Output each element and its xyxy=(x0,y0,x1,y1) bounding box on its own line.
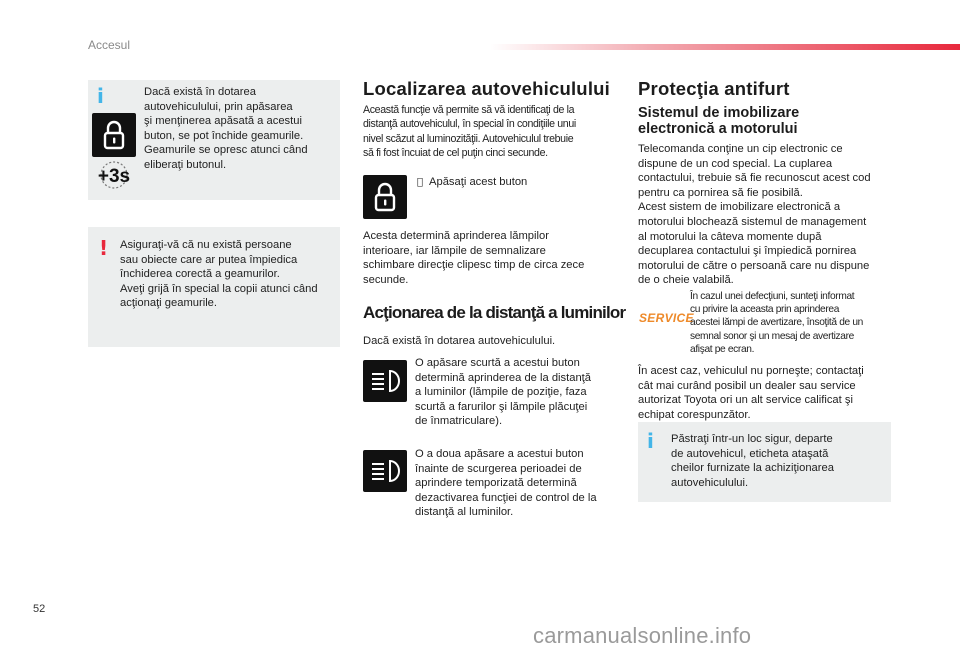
text-line: dezactivarea funcţiei de control de la xyxy=(415,491,597,504)
text-line: de înmatriculare). xyxy=(415,415,503,428)
text-line: să fi fost încuiat de cel puţin cinci secunde. xyxy=(363,146,548,159)
text-line: autorizat Toyota ori un alt service calificat şi xyxy=(638,394,853,407)
text-line: Acest sistem de imobilizare electronică a xyxy=(638,201,841,214)
section-heading-vehicle-locator: Localizarea autovehiculului xyxy=(363,78,610,99)
lock-button-icon xyxy=(92,113,136,157)
text-line: închiderea corectă a geamurilor. xyxy=(120,268,280,281)
text-line: buton, se pot închide geamurile. xyxy=(144,129,304,142)
warning-marker: ! xyxy=(99,236,109,260)
text-line: interioare, iar lămpile de semnalizare xyxy=(363,244,546,257)
text-line: nivel scăzut al luminozităţii. Autovehiculul trebuie xyxy=(363,132,574,145)
text-line: echipat corespunzător. xyxy=(638,408,751,421)
hold-3s-icon xyxy=(90,158,138,192)
lighting-button-icon xyxy=(363,360,407,402)
text-line: Asiguraţi-vă că nu există persoane xyxy=(120,239,292,251)
text-line: Acesta determină aprinderea lămpilor xyxy=(363,230,549,242)
text-line: contactului, trebuie să fie recunoscut acest cod xyxy=(638,172,871,185)
text-line: semnal sonor şi un mesaj de avertizare xyxy=(690,330,854,342)
text-line: secunde. xyxy=(363,273,409,286)
heading-line: electronică a motorului xyxy=(638,121,798,137)
text-line: cât mai curând posibil un dealer sau service xyxy=(638,379,856,392)
heading-line: Sistemul de imobilizare xyxy=(638,105,800,121)
lock-button-icon xyxy=(363,175,407,219)
text-line: Aveţi grijă în special la copii atunci când xyxy=(120,282,318,295)
locator-intro xyxy=(363,103,618,160)
text-line: În cazul unei defecţiuni, sunteţi informat xyxy=(690,291,855,302)
text-line: O apăsare scurtă a acestui buton xyxy=(415,357,580,369)
text-line: Telecomanda conţine un cip electronic ce xyxy=(638,143,843,155)
text-line: cu privire la aceasta prin aprinderea xyxy=(690,304,840,316)
text-line: motorului blochează sistemul de management xyxy=(638,215,867,228)
second-press-description xyxy=(415,447,620,520)
text-line: scurtă a farurilor şi lămpile plăcuţei xyxy=(415,400,588,413)
subsection-heading-immobiliser xyxy=(638,105,799,137)
step-text: Apăsaţi acest buton xyxy=(423,176,522,188)
text-line: distanţă al luminilor. xyxy=(415,506,514,519)
text-line: Geamurile se opresc atunci când xyxy=(144,144,308,157)
text-line: autovehiculului. xyxy=(671,476,749,489)
text-line: de o cheie valabilă. xyxy=(638,274,734,287)
text-line: aprindere temporizată determină xyxy=(415,477,577,490)
text-line: Dacă există în dotarea xyxy=(144,86,256,98)
watermark: carmanualsonline.info xyxy=(533,623,752,648)
text-line: afişat pe ecran. xyxy=(690,343,755,355)
text-line: Această funcţie vă permite să vă identificaţi de la xyxy=(363,104,575,116)
text-line: sau obiecte care ar putea împiedica xyxy=(120,253,298,266)
section-title: Accesul xyxy=(88,38,131,52)
header-accent-bar xyxy=(490,44,960,50)
immobiliser-description xyxy=(638,142,894,288)
info-marker: i xyxy=(647,429,654,453)
text-line: acţionaţi geamurile. xyxy=(120,297,218,310)
text-line: Păstraţi într-un loc sigur, departe xyxy=(671,433,833,445)
info-note-text xyxy=(671,432,886,490)
text-line: decuplarea contactului şi împiedică pornirea xyxy=(638,245,857,258)
info-note-text xyxy=(144,85,334,173)
text-line: eliberaţi butonul. xyxy=(144,158,227,171)
text-line: cheilor furnizate la achiziţionarea xyxy=(671,462,834,475)
text-line: distanţă autovehiculul, în special în condiţiile unui xyxy=(363,118,576,131)
section-heading-antitheft: Protecţia antifurt xyxy=(638,78,790,99)
service-warning-note xyxy=(690,290,895,356)
text-line: schimbare direcţie clipesc timp de circa zece xyxy=(363,259,585,272)
text-line: autovehiculului, prin apăsarea xyxy=(144,100,293,113)
hold-duration-label: +3s xyxy=(97,166,131,187)
text-line: motorului de către o persoană care nu dispune xyxy=(638,259,870,272)
info-marker: i xyxy=(97,84,104,108)
step-bullet xyxy=(417,177,423,188)
service-advice xyxy=(638,364,894,422)
text-line: dispune de un cod special. La cuplarea xyxy=(638,157,833,170)
warning-note-text xyxy=(120,238,336,311)
text-line: pentru ca pornirea să fie posibilă. xyxy=(638,186,803,199)
first-press-description xyxy=(415,356,620,429)
lighting-button-icon xyxy=(363,450,407,492)
availability-note: Dacă există în dotarea autovehiculului. xyxy=(363,335,556,347)
text-line: de autovehicul, eticheta ataşată xyxy=(671,447,829,460)
service-warning-icon: SERVICE xyxy=(639,311,694,325)
section-heading-remote-lighting: Acţionarea de la distanţă a luminilor xyxy=(363,303,626,322)
text-line: determină aprinderea de la distanţă xyxy=(415,371,592,384)
text-line: În acest caz, vehiculul nu porneşte; contactaţi xyxy=(638,365,864,377)
step-instruction xyxy=(417,175,527,191)
text-line: a luminilor (lămpile de poziţie, faza xyxy=(415,386,587,399)
text-line: şi menţinerea apăsată a acestui xyxy=(144,115,302,128)
text-line: înainte de scurgerea perioadei de xyxy=(415,462,582,475)
text-line: al motorului la câteva momente după xyxy=(638,230,822,243)
text-line: O a doua apăsare a acestui buton xyxy=(415,448,584,460)
locator-result xyxy=(363,229,618,287)
page-number: 52 xyxy=(33,603,46,615)
text-line: acestei lămpi de avertizare, însoţită de un xyxy=(690,317,863,329)
